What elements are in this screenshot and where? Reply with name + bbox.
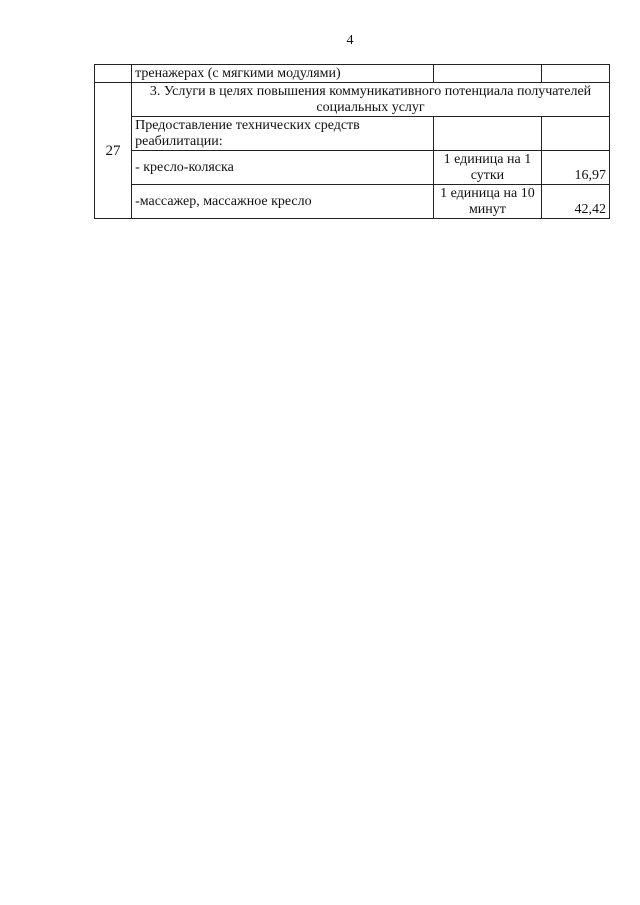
item-price-cell: 16,97 [542,151,610,185]
unit-cell [433,65,541,83]
entry-number-cell: 27 [95,83,132,219]
services-price-table [94,64,610,219]
table-row-continued [95,65,610,83]
item-unit-cell: 1 единица на 10 минут [433,185,541,219]
number-cell-empty [95,65,132,83]
page-number: 4 [346,33,354,48]
subheading-unit-cell [433,117,541,151]
item-price-cell: 42,42 [542,185,610,219]
item-unit-cell: 1 единица на 1 сутки [433,151,541,185]
subheading-price-cell [542,117,610,151]
table-row [95,151,610,185]
item-name-cell: - кресло-коляска [132,151,434,185]
service-name-cell: тренажерах (с мягкими модулями) [132,65,434,83]
table-row-subheading [95,117,610,151]
item-name-cell: -массажер, массажное кресло [132,185,434,219]
section-title-cell: 3. Услуги в целях повышения коммуникативного потенциала получателей социальных услуг [132,83,610,117]
table-row-section [95,83,610,117]
subheading-name-cell: Предоставление технических средств реабилитации: [132,117,434,151]
price-cell [542,65,610,83]
table-row [95,185,610,219]
